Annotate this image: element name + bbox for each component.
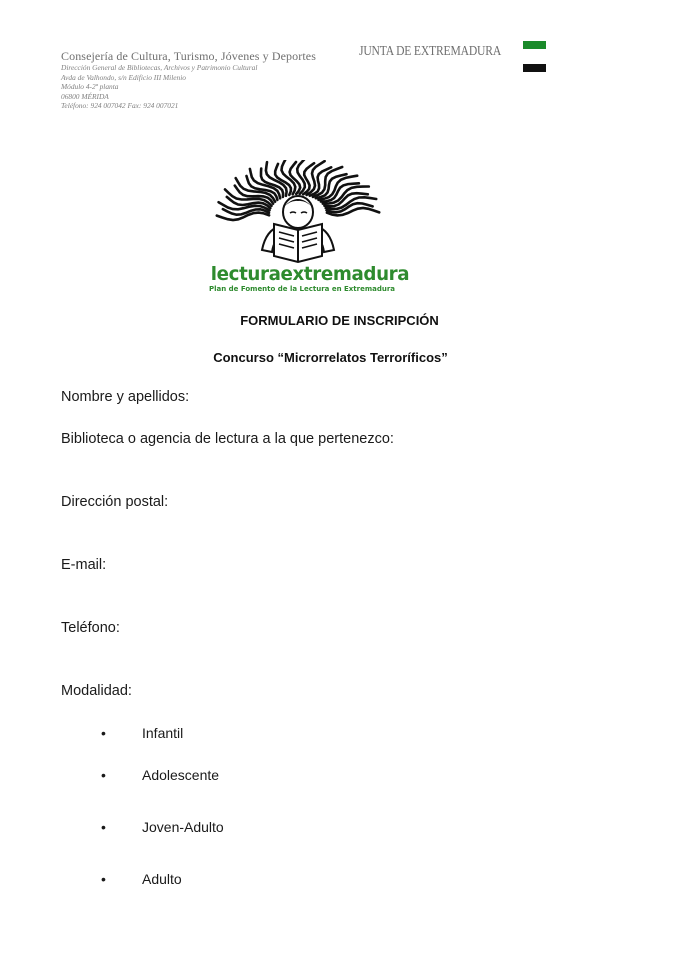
flag-green-stripe — [523, 41, 546, 49]
logo-wordmark: lecturaextremadura — [210, 263, 410, 285]
bullet-icon: • — [101, 767, 106, 783]
modalidad-option-joven-adulto — [0, 819, 679, 839]
field-address-label: Dirección postal: — [61, 494, 169, 510]
form-title: FORMULARIO DE INSCRIPCIÓN — [240, 313, 439, 328]
modalidad-option-adolescente — [0, 767, 679, 787]
government-name: JUNTA DE EXTREMADURA — [359, 43, 502, 58]
bullet-icon: • — [101, 819, 106, 835]
organization-name: Consejería de Cultura, Turismo, Jóvenes y Deportes — [61, 49, 316, 63]
option-label: Infantil — [142, 725, 184, 741]
address-line: Avda de Valhondo, s/n Edificio III Milenio — [61, 72, 187, 82]
address-line: Módulo 4-2ª planta — [61, 82, 119, 92]
field-name-label: Nombre y apellidos: — [61, 389, 190, 405]
option-label: Joven-Adulto — [142, 819, 224, 835]
field-phone-label: Teléfono: — [61, 620, 120, 636]
extremadura-flag-icon — [523, 41, 546, 73]
letterhead — [61, 49, 316, 111]
option-label: Adulto — [142, 871, 182, 887]
field-email-label: E-mail: — [61, 557, 107, 573]
modalidad-option-adulto — [0, 871, 679, 891]
bullet-icon: • — [101, 725, 106, 741]
address-line: 06800 MÉRIDA — [61, 91, 109, 101]
logo-tagline: Plan de Fomento de la Lectura en Extremadura — [208, 285, 396, 293]
flag-black-stripe — [523, 64, 546, 72]
reader-sunburst-icon — [200, 160, 400, 264]
option-label: Adolescente — [142, 767, 220, 783]
address-line: Teléfono: 924 007042 Fax: 924 007021 — [61, 101, 179, 111]
field-library-label: Biblioteca o agencia de lectura a la que pertenezco: — [61, 431, 394, 447]
address-line: Dirección General de Bibliotecas, Archivos y Patrimonio Cultural — [61, 63, 258, 72]
modalidad-label: Modalidad: — [61, 683, 132, 699]
lectura-extremadura-logo — [200, 160, 410, 296]
form-subtitle: Concurso “Microrrelatos Terroríficos” — [213, 350, 448, 365]
modalidad-option-infantil — [0, 725, 679, 745]
bullet-icon: • — [101, 871, 106, 887]
